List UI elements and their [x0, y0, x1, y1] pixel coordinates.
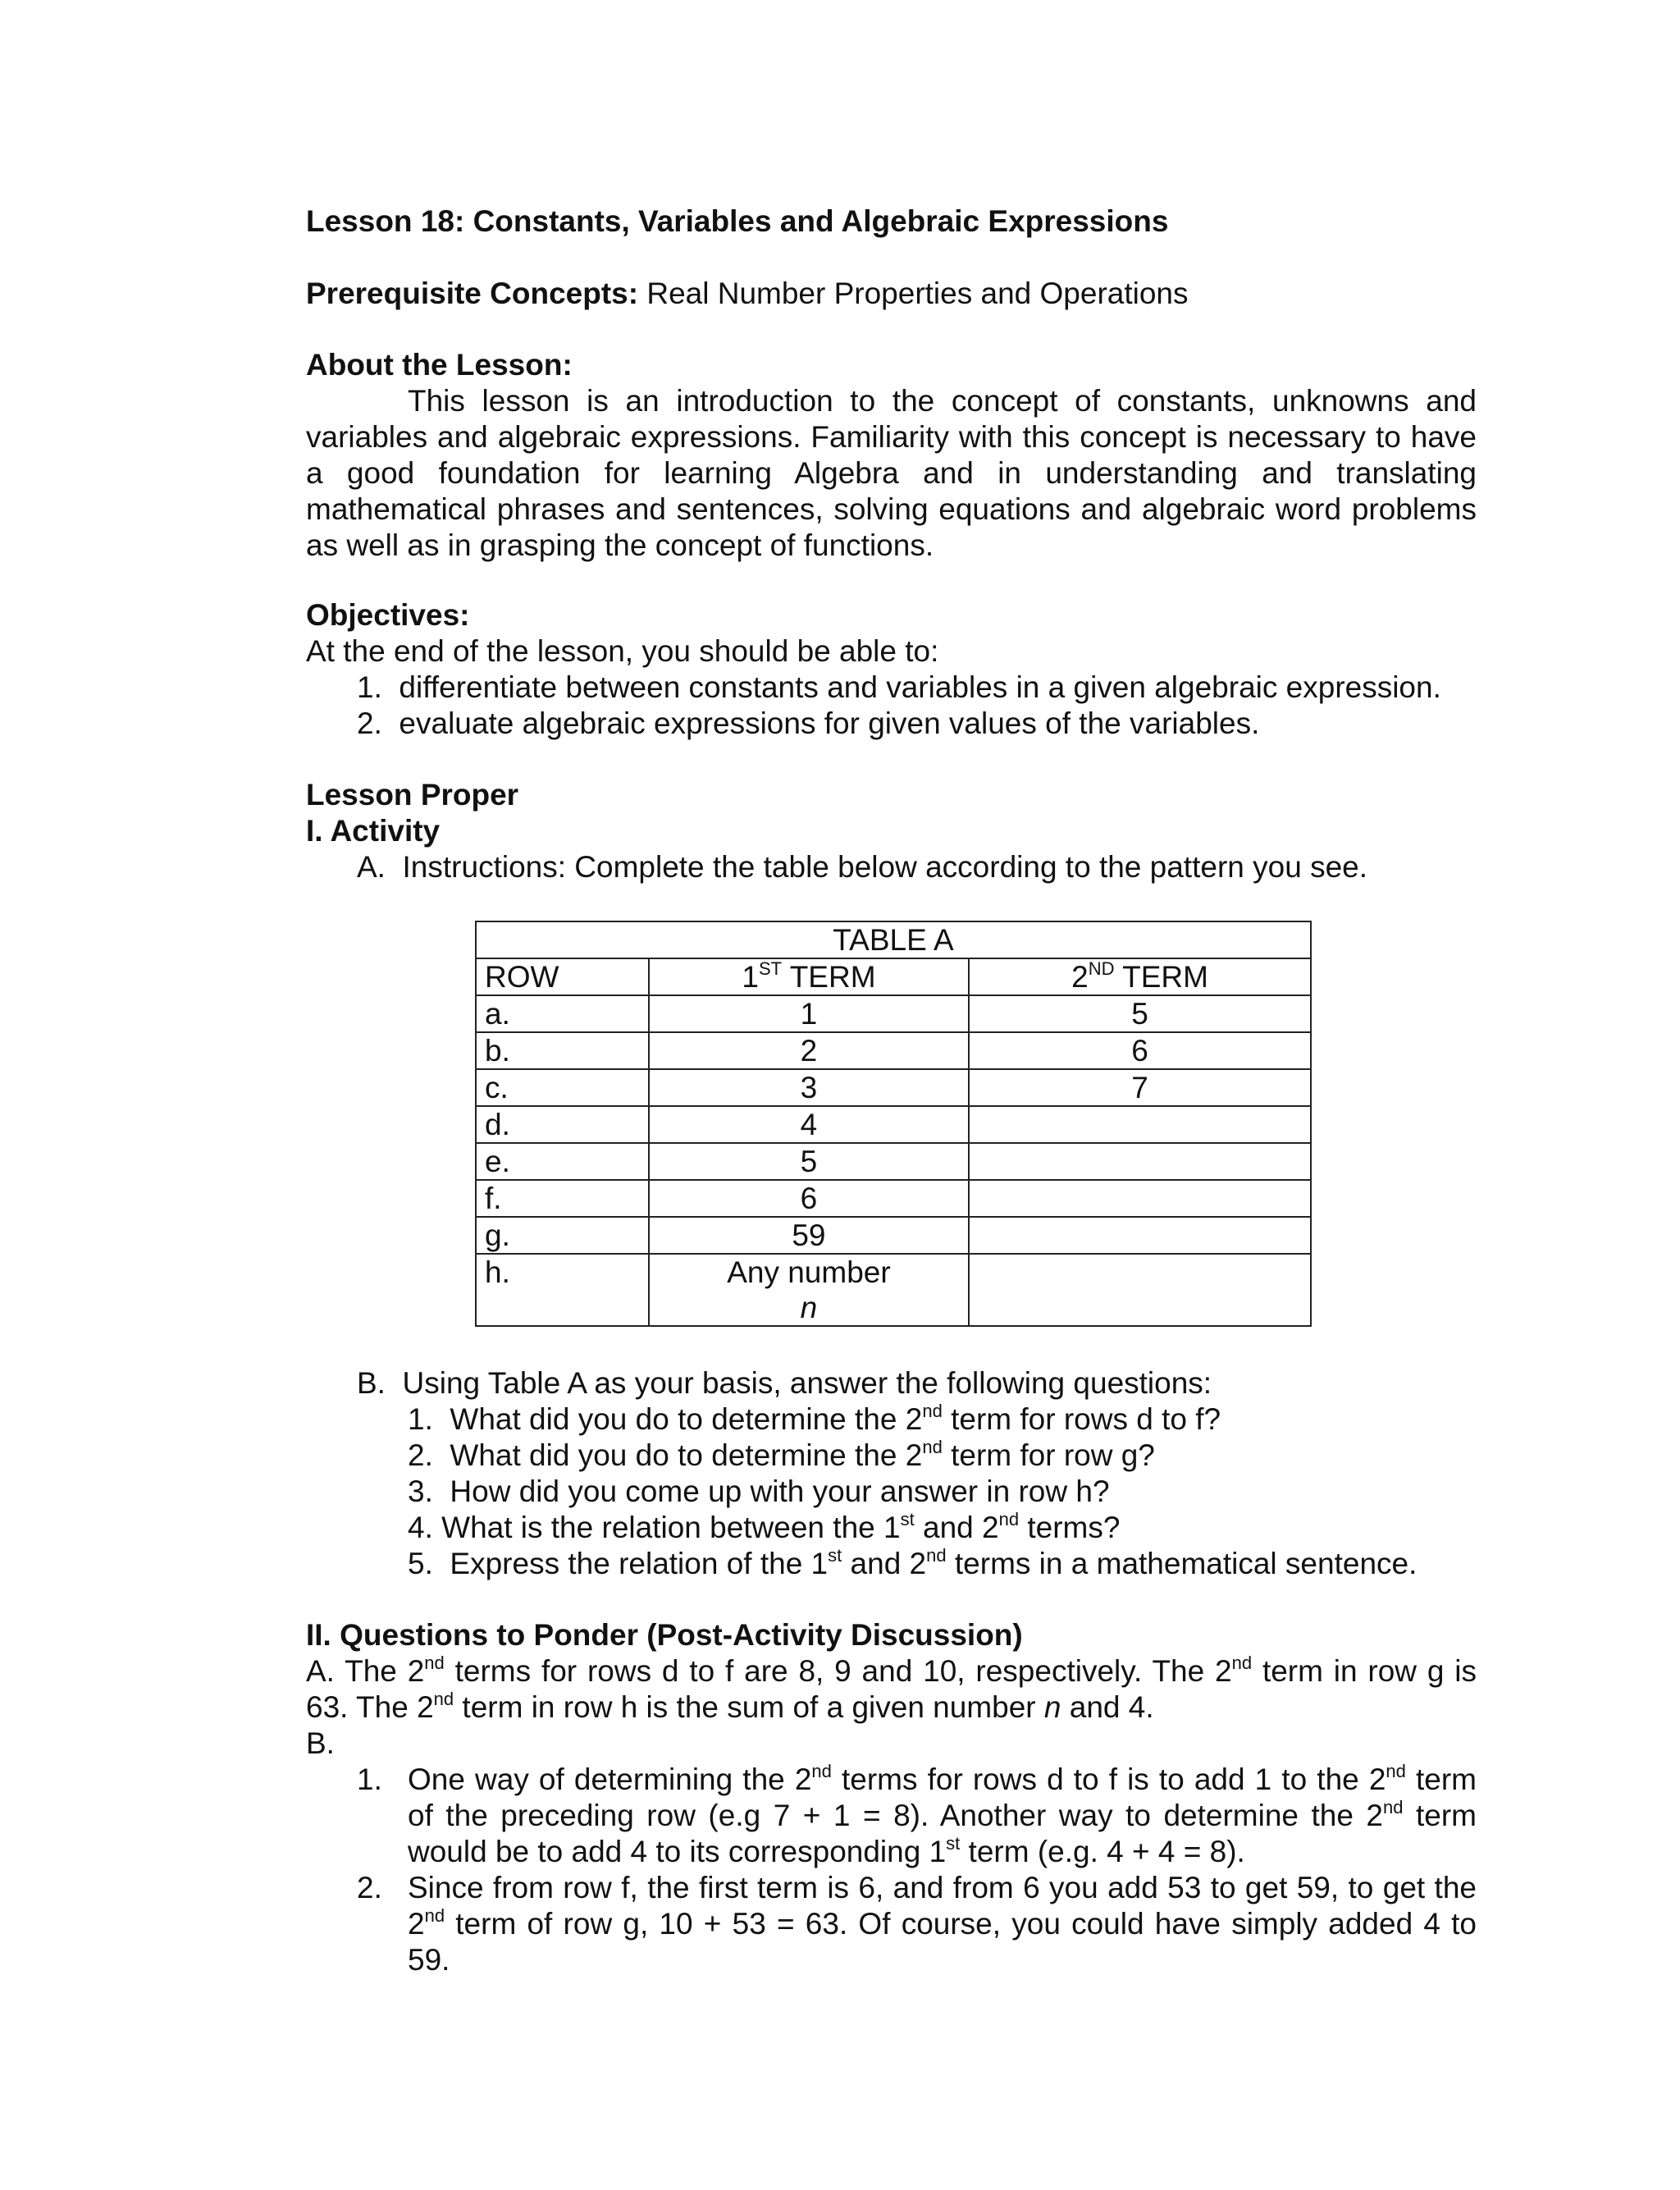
ponder-a-paragraph: A. The 2nd terms for rows d to f are 8, 9 and 10, respectively. The 2nd term in row g is 63. The 2nd term in row h is the sum of a given number n and 4.	[306, 1652, 1477, 1724]
prerequisite-label: Prerequisite Concepts:	[306, 277, 639, 310]
objective-item: 2. evaluate algebraic expressions for given values of the variables.	[357, 706, 1260, 740]
lesson-title: Lesson 18: Constants, Variables and Algebraic Expressions	[306, 204, 1169, 238]
prerequisite-line	[306, 276, 1189, 312]
activity-heading: I. Activity	[306, 814, 441, 848]
question-item: 5. Express the relation of the 1st and 2nd terms in a mathematical sentence.	[408, 1544, 1418, 1580]
table-row: b. 2 6	[476, 1032, 1311, 1069]
table-row: f. 6	[476, 1180, 1311, 1217]
prerequisite-text: Real Number Properties and Operations	[638, 277, 1189, 310]
question-item: 3. How did you come up with your answer in row h?	[408, 1474, 1110, 1508]
table-title: TABLE A	[476, 921, 1311, 958]
ponder-heading: II. Questions to Ponder (Post-Activity Discussion)	[306, 1618, 1023, 1652]
activity-instructions: A. Instructions: Complete the table below according to the pattern you see.	[357, 850, 1367, 884]
table-row: a. 1 5	[476, 995, 1311, 1032]
question-item: 1. What did you do to determine the 2nd term for rows d to f?	[408, 1400, 1221, 1436]
table-row: c. 3 7	[476, 1069, 1311, 1106]
objective-item: 1. differentiate between constants and variables in a given algebraic expression.	[357, 670, 1441, 704]
header-row: ROW	[476, 958, 649, 995]
table-row: h. Any number n	[476, 1254, 1311, 1326]
about-paragraph: This lesson is an introduction to the concept of constants, unknowns and variables and algebraic expressions. Familiarity with this concept is necessary to have a good foundation for learning Algebra and in understanding and translating mathematical phrases and sentences, solving equations and algebraic word problems as well as in grasping the concept of functions.	[306, 384, 1477, 562]
lesson-proper-heading: Lesson Proper	[306, 778, 519, 812]
objectives-heading: Objectives:	[306, 598, 470, 632]
ponder-b-label: B.	[306, 1726, 335, 1760]
table-a	[475, 921, 1312, 1327]
part-b-intro: B. Using Table A as your basis, answer the following questions:	[357, 1366, 1212, 1400]
question-item: 2. What did you do to determine the 2nd term for row g?	[408, 1436, 1155, 1472]
table-row: g. 59	[476, 1217, 1311, 1254]
table-row: d. 4	[476, 1106, 1311, 1143]
table-row: e. 5	[476, 1143, 1311, 1180]
header-first-term: 1ST TERM	[649, 958, 969, 995]
table-header-row	[476, 958, 1311, 995]
header-second-term: 2ND TERM	[969, 958, 1311, 995]
about-heading: About the Lesson:	[306, 348, 573, 382]
objectives-intro: At the end of the lesson, you should be able to:	[306, 634, 939, 668]
question-item: 4. What is the relation between the 1st and 2nd terms?	[408, 1508, 1121, 1544]
